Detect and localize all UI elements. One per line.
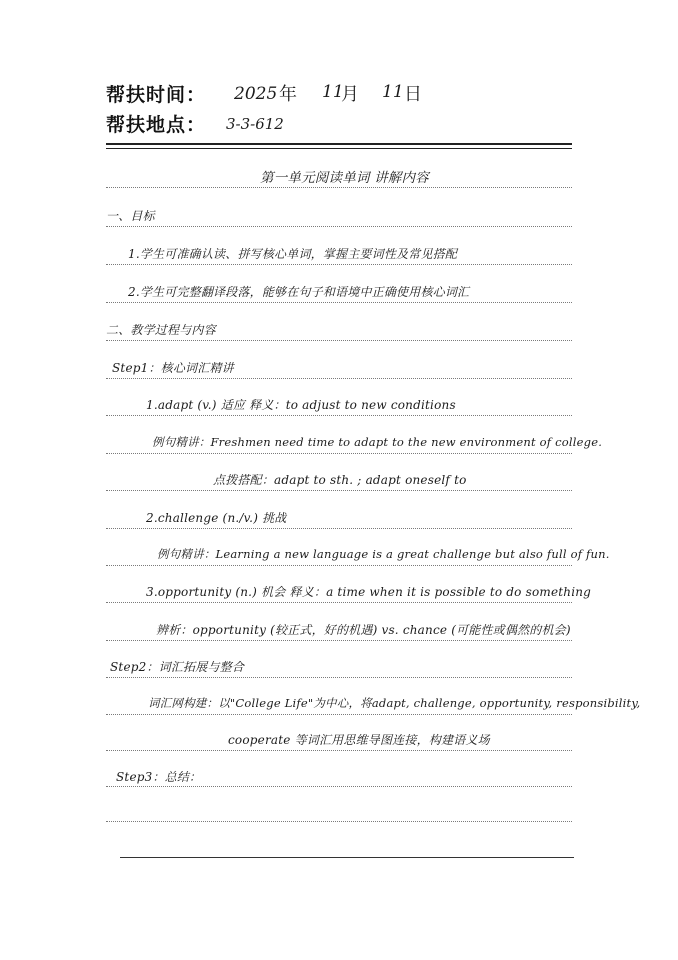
goal-2: 2.学生可完整翻译段落，能够在句子和语境中正确使用核心词汇: [128, 285, 470, 299]
year-value: 2025: [234, 84, 278, 104]
word-1-example: 例句精讲：Freshmen need time to adapt to the new environment of college.: [152, 435, 603, 449]
day-value: 11: [382, 82, 404, 102]
dotted-line: [106, 187, 572, 188]
dotted-line: [106, 302, 572, 303]
time-label: 帮扶时间：: [106, 84, 207, 106]
day-unit: 日: [404, 84, 422, 105]
step2-line-2: cooperate 等词汇用思维导图连接，构建语义场: [228, 733, 490, 747]
year-unit: 年: [279, 84, 297, 105]
dotted-line: [106, 714, 572, 715]
page-title: 第一单元阅读单词 讲解内容: [260, 170, 429, 186]
dotted-line: [106, 264, 572, 265]
dotted-line: [106, 226, 572, 227]
word-1-collocation: 点拨搭配：adapt to sth. ; adapt oneself to: [213, 473, 467, 487]
month-value: 11: [322, 82, 344, 102]
step2-heading: Step2：词汇拓展与整合: [110, 660, 245, 674]
month-unit: 月: [341, 84, 359, 105]
dotted-line: [106, 602, 572, 603]
goal-1: 1.学生可准确认读、拼写核心单词，掌握主要词性及常见搭配: [128, 247, 458, 261]
dotted-line: [106, 821, 572, 822]
dotted-line: [106, 565, 572, 566]
bottom-rule: [120, 857, 574, 858]
dotted-line: [106, 677, 572, 678]
place-value: 3-3-612: [226, 115, 284, 133]
word-3-analysis: 辨析：opportunity (较正式，好的机遇) vs. chance (可能性或偶然的机会): [156, 623, 571, 637]
word-3: 3.opportunity (n.) 机会 释义：a time when it is possible to do something: [146, 585, 592, 599]
word-2: 2.challenge (n./v.) 挑战: [146, 511, 287, 525]
place-label: 帮扶地点：: [106, 114, 207, 136]
word-1: 1.adapt (v.) 适应 释义：to adjust to new conditions: [146, 398, 456, 412]
word-2-example: 例句精讲：Learning a new language is a great challenge but also full of fun.: [157, 547, 610, 561]
section2-heading: 二、教学过程与内容: [106, 323, 216, 337]
dotted-line: [106, 415, 572, 416]
section1-heading: 一、目标: [106, 209, 155, 223]
step3-heading: Step3：总结：: [116, 770, 202, 784]
dotted-line: [106, 640, 572, 641]
dotted-line: [106, 340, 572, 341]
dotted-line: [106, 378, 572, 379]
dotted-line: [106, 786, 572, 787]
step2-line-1: 词汇网构建：以"College Life"为中心，将adapt, challenge, opportunity, responsibility,: [148, 696, 641, 710]
dotted-line: [106, 750, 572, 751]
step1-heading: Step1：核心词汇精讲: [112, 361, 234, 375]
header-rule-bottom: [106, 148, 572, 149]
dotted-line: [106, 453, 572, 454]
header-rule-top: [106, 143, 572, 145]
dotted-line: [106, 528, 572, 529]
dotted-line: [106, 490, 572, 491]
